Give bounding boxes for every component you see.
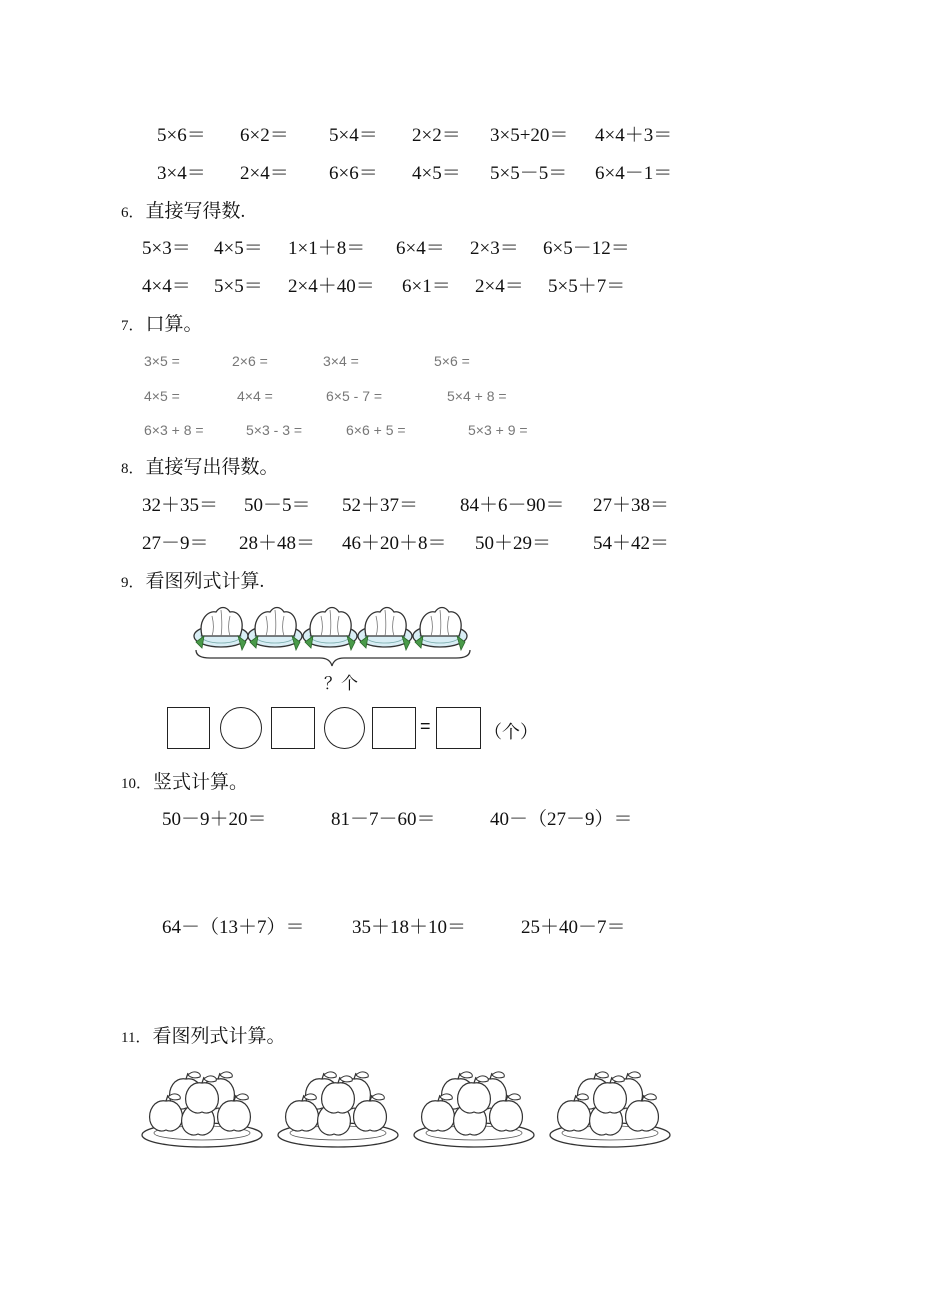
expr: 6×2＝ xyxy=(240,125,289,146)
expr: 40－（27－9）＝ xyxy=(490,809,633,830)
expr: 4×4＝ xyxy=(142,276,191,297)
expr: 81－7－60＝ xyxy=(331,809,436,830)
expr: 4×5＝ xyxy=(214,238,263,259)
expr: 4×4 = xyxy=(237,388,273,404)
expr: 6×6＝ xyxy=(329,163,378,184)
q7-heading xyxy=(121,313,203,338)
apple-plate-icon xyxy=(278,1072,398,1147)
question-title: 看图列式计算. xyxy=(145,571,265,592)
answer-box[interactable] xyxy=(271,707,315,749)
unit-label: （个） xyxy=(484,722,538,742)
expr: 2×2＝ xyxy=(412,125,461,146)
apple-plate-icon xyxy=(142,1072,262,1147)
expr: 4×5 = xyxy=(144,388,180,404)
expr: 27＋38＝ xyxy=(593,495,670,516)
question-number: 9． xyxy=(121,575,144,591)
expr: 2×6 = xyxy=(232,353,268,369)
expr: 54＋42＝ xyxy=(593,533,670,554)
expr: 3×4＝ xyxy=(157,163,206,184)
expr: 4×4＋3＝ xyxy=(595,125,673,146)
expr: 84＋6－90＝ xyxy=(460,495,565,516)
expr: 2×3＝ xyxy=(470,238,519,259)
expr: 2×4＝ xyxy=(475,276,524,297)
answer-box[interactable] xyxy=(372,707,416,749)
expr: 5×6 = xyxy=(434,353,470,369)
expr: 25＋40－7＝ xyxy=(521,917,626,938)
dumpling-plate-icon xyxy=(413,608,467,651)
expr: 46＋20＋8＝ xyxy=(342,533,447,554)
answer-box[interactable] xyxy=(167,707,210,749)
question-number: 8． xyxy=(121,461,144,477)
expr: 5×5＋7＝ xyxy=(548,276,626,297)
expr: 5×4 + 8 = xyxy=(447,388,507,404)
equals-sign: = xyxy=(420,716,431,736)
operator-circle[interactable] xyxy=(220,707,262,749)
expr: 2×4＝ xyxy=(240,163,289,184)
expr: 5×6＝ xyxy=(157,125,206,146)
expr: 52＋37＝ xyxy=(342,495,419,516)
expr: 5×3＝ xyxy=(142,238,191,259)
expr: 5×5＝ xyxy=(214,276,263,297)
expr: 2×4＋40＝ xyxy=(288,276,375,297)
expr: 35＋18＋10＝ xyxy=(352,917,467,938)
expr: 6×6 + 5 = xyxy=(346,422,406,438)
q9-heading xyxy=(121,570,264,595)
question-number: 11． xyxy=(121,1030,151,1046)
q10-heading xyxy=(121,771,248,796)
expr: 27－9＝ xyxy=(142,533,209,554)
dumpling-plate-icon xyxy=(358,608,412,651)
expr: 5×3 - 3 = xyxy=(246,422,303,438)
expr: 28＋48＝ xyxy=(239,533,316,554)
question-title: 竖式计算。 xyxy=(153,772,249,793)
expr: 5×4＝ xyxy=(329,125,378,146)
answer-box[interactable] xyxy=(436,707,481,749)
q11-heading xyxy=(121,1025,285,1050)
expr: 5×3 + 9 = xyxy=(468,422,528,438)
expr: 32＋35＝ xyxy=(142,495,219,516)
expr: 3×5+20＝ xyxy=(490,125,569,146)
q8-heading xyxy=(121,456,279,481)
question-title: 直接写出得数。 xyxy=(145,457,279,478)
dumpling-plate-icon xyxy=(194,608,248,651)
question-title: 直接写得数. xyxy=(145,201,246,222)
expr: 6×4－1＝ xyxy=(595,163,673,184)
expr: 3×4 = xyxy=(323,353,359,369)
question-title: 看图列式计算。 xyxy=(152,1026,286,1047)
operator-circle[interactable] xyxy=(324,707,365,749)
expr: 50－9＋20＝ xyxy=(162,809,267,830)
expr: 6×3 + 8 = xyxy=(144,422,204,438)
brace-icon xyxy=(196,650,470,666)
expr: 50＋29＝ xyxy=(475,533,552,554)
expr: 6×5－12＝ xyxy=(543,238,630,259)
expr: 1×1＋8＝ xyxy=(288,238,366,259)
expr: 50－5＝ xyxy=(244,495,311,516)
q6-heading xyxy=(121,200,245,225)
expr: 6×4＝ xyxy=(396,238,445,259)
apple-plate-icon xyxy=(414,1072,534,1147)
apple-plates-illustration xyxy=(140,1065,680,1155)
question-number: 7． xyxy=(121,318,144,334)
question-number: 6． xyxy=(121,205,144,221)
expr: 6×1＝ xyxy=(402,276,451,297)
question-number: 10． xyxy=(121,776,152,792)
expr: 64－（13＋7）＝ xyxy=(162,917,305,938)
expr: 5×5－5＝ xyxy=(490,163,568,184)
question-title: 口算。 xyxy=(145,314,203,335)
question-mark-label: ？个 xyxy=(324,674,358,693)
expr: 3×5 = xyxy=(144,353,180,369)
apple-plate-icon xyxy=(550,1072,670,1147)
expr: 6×5 - 7 = xyxy=(326,388,383,404)
dumpling-plate-icon xyxy=(303,608,357,651)
expr: 4×5＝ xyxy=(412,163,461,184)
dumpling-plate-icon xyxy=(248,608,302,651)
